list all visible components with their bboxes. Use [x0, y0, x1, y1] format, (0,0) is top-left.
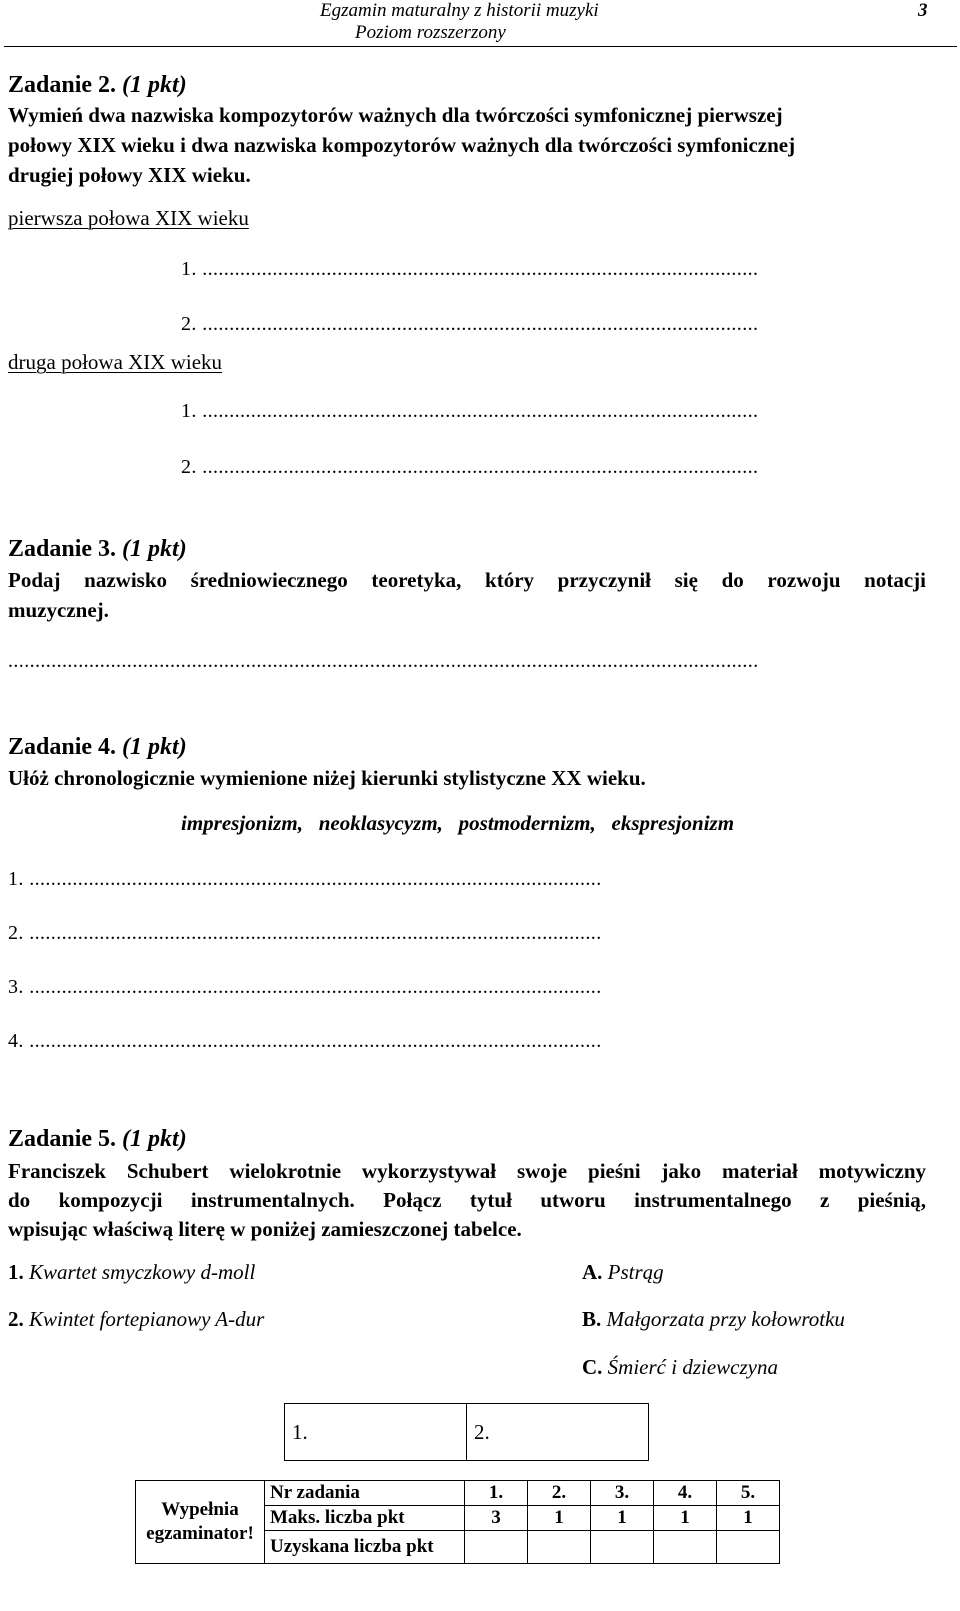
task2-points: (1 pkt)	[122, 72, 187, 98]
task2-number: Zadanie 2.	[8, 72, 117, 98]
task2-question-line2: połowy XIX wieku i dwa nazwiska kompozytorów ważnych dla twórczości symfonicznej	[8, 133, 796, 157]
task5-question-line3: wpisując właściwą literę w poniżej zamieszczonej tabelce.	[8, 1217, 522, 1241]
task4-answer-1[interactable]: 1. ..........................................................................................................	[8, 868, 602, 890]
task2-question-line1: Wymień dwa nazwiska kompozytorów ważnych dla twórczości symfonicznej pierwszej	[8, 103, 783, 127]
work-item-2	[8, 1307, 264, 1332]
work-1-number: 1.	[8, 1260, 24, 1284]
song-b-letter: B.	[582, 1307, 602, 1331]
task3-heading	[8, 536, 187, 563]
examiner-label-line1: Wypełnia	[161, 1499, 239, 1520]
row-label-earned-points: Uzyskana liczba pkt	[265, 1531, 465, 1564]
row-label-max-points: Maks. liczba pkt	[265, 1506, 465, 1531]
task-number-3: 3.	[591, 1481, 654, 1506]
examiner-label-line2: egzaminator!	[146, 1523, 254, 1544]
task2-question-line3: drugiej połowy XIX wieku.	[8, 163, 251, 187]
second-half-label: druga połowa XIX wieku	[8, 350, 223, 374]
task3-number: Zadanie 3.	[8, 536, 117, 562]
task3-question-line1: Podaj nazwisko średniowiecznego teoretyka, który przyczynił się do rozwoju notacji	[8, 568, 926, 592]
task4-answer-2[interactable]: 2. ..........................................................................................................	[8, 922, 602, 944]
examiner-label-cell	[136, 1481, 265, 1564]
first-half-label: pierwsza połowa XIX wieku	[8, 206, 249, 230]
task5-points: (1 pkt)	[122, 1126, 187, 1152]
earned-points-2[interactable]	[528, 1531, 591, 1564]
task5-number: Zadanie 5.	[8, 1126, 117, 1152]
page-number: 3	[918, 0, 928, 21]
task5-question-line1: Franciszek Schubert wielokrotnie wykorzystywał swoje pieśni jako materiał motywiczny	[8, 1159, 926, 1183]
task4-styles-list: impresjonizm, neoklasycyzm, postmodernizm, ekspresjonizm	[181, 811, 735, 835]
work-2-number: 2.	[8, 1307, 24, 1331]
song-c-title: Śmierć i dziewczyna	[607, 1355, 778, 1379]
earned-points-5[interactable]	[717, 1531, 780, 1564]
song-item-c	[582, 1355, 778, 1380]
task2-heading	[8, 72, 187, 99]
task-number-2: 2.	[528, 1481, 591, 1506]
task2-answer-second-2[interactable]: 2. .......................................................................................................	[181, 456, 759, 478]
task2-answer-first-2[interactable]: 2. .......................................................................................................	[181, 313, 759, 335]
earned-points-4[interactable]	[654, 1531, 717, 1564]
answer-cell-2[interactable]	[467, 1404, 649, 1461]
song-a-letter: A.	[582, 1260, 603, 1284]
song-item-a	[582, 1260, 664, 1285]
work-item-1	[8, 1260, 255, 1285]
song-item-b	[582, 1307, 845, 1332]
row-label-task-number: Nr zadania	[265, 1481, 465, 1506]
task4-heading	[8, 734, 187, 761]
task5-answer-table	[284, 1403, 649, 1461]
song-b-title: Małgorzata przy kołowrotku	[606, 1307, 845, 1331]
max-points-1: 3	[465, 1506, 528, 1531]
exam-level: Poziom rozszerzony	[355, 22, 506, 43]
task-number-4: 4.	[654, 1481, 717, 1506]
examiner-score-table	[135, 1480, 780, 1564]
task-number-1: 1.	[465, 1481, 528, 1506]
earned-points-1[interactable]	[465, 1531, 528, 1564]
max-points-3: 1	[591, 1506, 654, 1531]
song-c-letter: C.	[582, 1355, 603, 1379]
task4-points: (1 pkt)	[122, 734, 187, 760]
task3-points: (1 pkt)	[122, 536, 187, 562]
answer-cell-1[interactable]	[285, 1404, 467, 1461]
answer-cell-1-label: 1.	[292, 1419, 308, 1444]
task2-answer-second-1[interactable]: 1. .......................................................................................................	[181, 400, 759, 422]
task3-answer-line[interactable]: ...........................................................................................................................................	[8, 650, 759, 672]
exam-title: Egzamin maturalny z historii muzyki	[320, 0, 599, 21]
task3-question-line2: muzycznej.	[8, 598, 109, 622]
task4-question: Ułóż chronologicznie wymienione niżej kierunki stylistyczne XX wieku.	[8, 766, 646, 790]
task2-answer-first-1[interactable]: 1. .......................................................................................................	[181, 258, 759, 280]
max-points-4: 1	[654, 1506, 717, 1531]
task4-number: Zadanie 4.	[8, 734, 117, 760]
header-rule	[4, 46, 957, 47]
task5-question-line2: do kompozycji instrumentalnych. Połącz tytuł utworu instrumentalnego z pieśnią,	[8, 1188, 926, 1212]
earned-points-3[interactable]	[591, 1531, 654, 1564]
task-number-5: 5.	[717, 1481, 780, 1506]
task4-answer-3[interactable]: 3. ..........................................................................................................	[8, 976, 602, 998]
work-2-title: Kwintet fortepianowy A-dur	[29, 1307, 265, 1331]
song-a-title: Pstrąg	[607, 1260, 664, 1284]
max-points-2: 1	[528, 1506, 591, 1531]
max-points-5: 1	[717, 1506, 780, 1531]
answer-cell-2-label: 2.	[474, 1419, 490, 1444]
work-1-title: Kwartet smyczkowy d-moll	[29, 1260, 256, 1284]
task5-heading	[8, 1126, 187, 1153]
task4-answer-4[interactable]: 4. ..........................................................................................................	[8, 1030, 602, 1052]
